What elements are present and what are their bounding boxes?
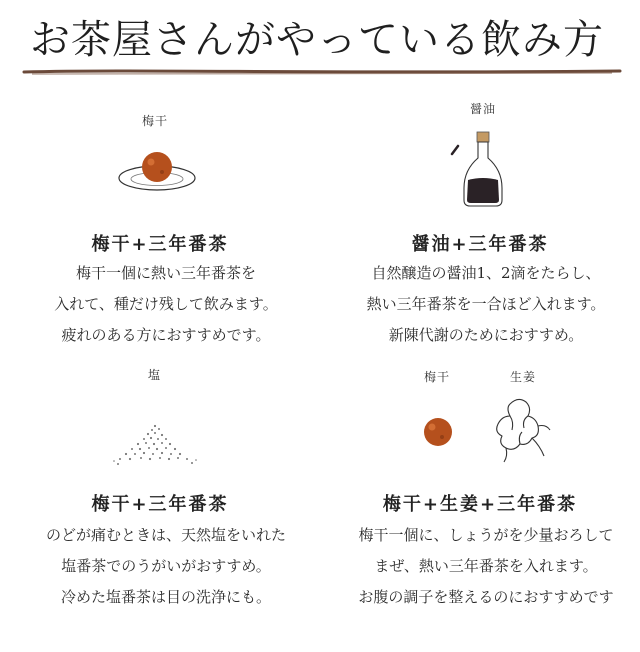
ginger-icon bbox=[488, 394, 552, 464]
page-title: お茶屋さんがやっている飲み方 bbox=[30, 17, 604, 63]
description-line: 塩番茶でのうがいがおすすめ。 bbox=[61, 557, 271, 575]
recipe-soy-sauce bbox=[320, 92, 640, 382]
ingredient-label: 梅干 bbox=[142, 114, 169, 128]
umeboshi-plate-icon bbox=[116, 142, 198, 194]
recipe-umeboshi-ginger bbox=[320, 362, 640, 652]
title-underline bbox=[22, 66, 622, 78]
recipe-title: 梅干+三年番茶 bbox=[91, 234, 229, 255]
recipe-description bbox=[338, 520, 634, 613]
description-line: のどが痛むときは、天然塩をいれた bbox=[45, 526, 286, 544]
recipe-description bbox=[338, 258, 634, 351]
recipe-description bbox=[18, 520, 314, 613]
soy-sauce-bottle-icon bbox=[450, 130, 510, 210]
recipe-title: 醤油+三年番茶 bbox=[411, 234, 549, 255]
description-line: 自然醸造の醤油1、2滴をたらし、 bbox=[371, 264, 601, 282]
recipe-umeboshi bbox=[0, 92, 320, 382]
description-line: 梅干一個に熱い三年番茶を bbox=[75, 264, 256, 282]
salt-pile-icon bbox=[110, 412, 200, 466]
ingredient-label: 塩 bbox=[148, 368, 162, 382]
description-line: 新陳代謝のためにおすすめ。 bbox=[388, 326, 584, 344]
description-line: まぜ、熱い三年番茶を入れます。 bbox=[374, 557, 598, 575]
description-line: 梅干一個に、しょうがを少量おろして bbox=[358, 526, 614, 544]
umeboshi-icon bbox=[420, 414, 456, 450]
ingredient-label: 生姜 bbox=[510, 370, 537, 384]
description-line: 熱い三年番茶を一合ほど入れます。 bbox=[366, 295, 606, 313]
description-line: お腹の調子を整えるのにおすすめです bbox=[358, 588, 614, 606]
ingredient-label: 醤油 bbox=[470, 102, 497, 116]
recipe-description bbox=[18, 258, 314, 351]
description-line: 入れて、種だけ残して飲みます。 bbox=[54, 295, 278, 313]
ingredient-label: 梅干 bbox=[424, 370, 451, 384]
recipe-title: 梅干+三年番茶 bbox=[91, 494, 229, 515]
description-line: 疲れのある方におすすめです。 bbox=[61, 326, 271, 344]
recipe-title: 梅干+生姜+三年番茶 bbox=[382, 494, 578, 515]
recipe-salt bbox=[0, 362, 320, 652]
description-line: 冷めた塩番茶は目の洗浄にも。 bbox=[60, 588, 271, 606]
